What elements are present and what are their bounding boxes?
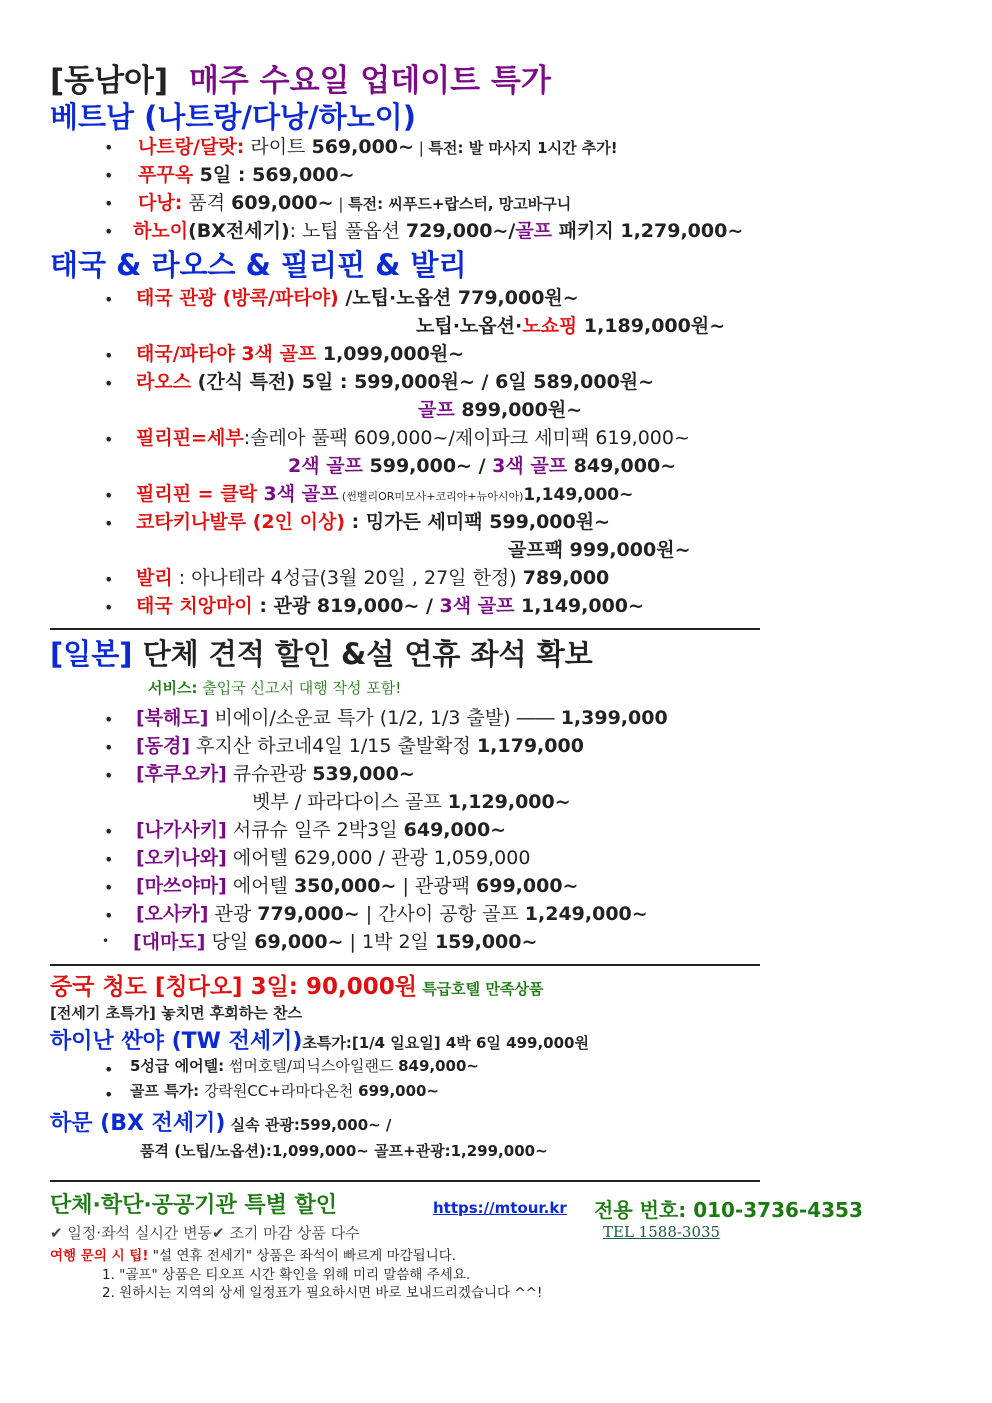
item-desc: 비에이/소운쿄 특가 (1/2, 1/3 출발) ―― — [208, 707, 561, 729]
sea-header-bracket: [동남아] — [50, 63, 169, 99]
bullet: • — [104, 766, 114, 785]
item-price: 699,000~ — [476, 875, 579, 897]
divider — [50, 964, 760, 966]
xiamen-title: 하문 (BX 전세기) — [50, 1111, 226, 1136]
japan-header — [50, 632, 593, 673]
item-name: 다낭: — [138, 192, 183, 214]
list-item — [130, 1055, 479, 1076]
item-name: 태국 관광 (방콕/파타야) — [136, 287, 339, 309]
item-price: 609,000~ — [231, 192, 334, 214]
qingdao-note: 특급호텔 만족상품 — [416, 980, 544, 998]
list-item — [136, 367, 654, 394]
item-price: 789,000 — [522, 567, 610, 589]
vietnam-title: 베트남 (나트랑/다낭/하노이) — [50, 100, 416, 134]
item-desc: 5일 : — [193, 164, 253, 186]
list-item — [136, 899, 648, 926]
item-name: 골프 특가: — [130, 1082, 200, 1100]
item-desc: : 아나테라 4성급(3월 20일 , 27일 한정) — [172, 567, 523, 589]
item-name: [마쓰야마] — [136, 875, 227, 897]
item-paren: (BX전세기) — [188, 220, 290, 242]
item-price: 539,000~ — [312, 763, 415, 785]
sea-header-title: 매주 수요일 업데이트 특가 — [188, 63, 551, 99]
list-item-continued — [288, 451, 676, 478]
bullet: • — [104, 290, 114, 309]
item-desc: /노팁·노옵션 779,000원~ — [338, 287, 579, 309]
bullet: • — [104, 430, 114, 449]
item-desc: 품격 — [182, 192, 232, 214]
item-price: 1,149,000~ — [523, 485, 634, 505]
bullet: • — [104, 346, 114, 365]
bullet: • — [102, 934, 110, 948]
item-desc: 벳부 / 파라다이스 골프 — [252, 791, 448, 813]
list-item — [136, 731, 584, 758]
bullet: • — [104, 738, 114, 757]
item-price: 569,000~ — [311, 136, 414, 158]
bullet: • — [104, 194, 114, 213]
item-price: 1,129,000~ — [447, 791, 571, 813]
list-item — [136, 479, 633, 506]
separator: | — [413, 139, 429, 157]
item-price: 649,000~ — [403, 819, 507, 841]
item-desc: 당일 — [205, 931, 255, 953]
group-discount-title: 단체·학단·공공기관 특별 할인 — [50, 1193, 338, 1218]
item-name: 필리핀=세부 — [136, 427, 244, 449]
japan-title: 단체 견적 할인 &설 연휴 좌석 확보 — [132, 637, 593, 671]
item-desc: 에어텔 629,000 / 관광 1,059,000 — [226, 847, 531, 869]
item-name: [오사카] — [136, 903, 209, 925]
item-price: 350,000~ — [293, 875, 397, 897]
qingdao-header — [50, 968, 543, 1001]
xiamen-line1: 실속 관광:599,000~ / — [225, 1116, 392, 1134]
list-item — [136, 339, 464, 366]
item-note: (썬벨리OR미모사+코리아+뉴아시아) — [338, 490, 524, 503]
japan-service — [148, 677, 401, 698]
item-price: 1,189,000원~ — [577, 315, 726, 337]
item-price: 779,000~ — [257, 903, 360, 925]
xiamen-line2: 품격 (노팁/노옵션):1,099,000~ 골프+관광:1,299,000~ — [140, 1142, 548, 1160]
separator: | — [333, 195, 349, 213]
item-name: 태국/파타야 3색 골프 — [136, 343, 317, 365]
item-name: 발리 — [136, 567, 173, 589]
item-note: 특전: 씨푸드+랍스터, 망고바구니 — [348, 195, 572, 213]
tip-line — [50, 1244, 456, 1264]
item-highlight: 노쇼핑 — [522, 315, 578, 337]
item-desc: 라이트 — [244, 136, 312, 158]
bullet: • — [104, 1060, 114, 1079]
golf-label: 3색 골프 — [492, 455, 568, 477]
checks-line: ✔ 일정·좌석 실시간 변동✔ 조기 마감 상품 다수 — [50, 1224, 360, 1242]
hainan-title: 하이난 싼야 (TW 전세기) — [50, 1029, 303, 1054]
item-price: 159,000~ — [434, 931, 538, 953]
tip-label: 여행 문의 시 팁! — [50, 1248, 149, 1264]
item-price: 1,179,000 — [476, 735, 584, 757]
xiamen-header — [50, 1106, 391, 1137]
list-item — [136, 703, 668, 730]
item-price: 1,249,000~ — [524, 903, 648, 925]
qingdao-title: 중국 청도 [칭다오] 3일: 90,000원 — [50, 974, 417, 1000]
item-desc: 큐슈관광 — [226, 763, 313, 785]
list-item — [136, 871, 578, 898]
list-item-continued: 골프팩 999,000원~ — [508, 539, 691, 561]
item-desc: 노팁·노옵션· — [416, 315, 523, 337]
hotline: 전용 번호: 010-3736-4353 — [594, 1198, 863, 1222]
divider — [50, 628, 760, 630]
bullet: • — [104, 374, 114, 393]
thai-title: 태국 & 라오스 & 필리핀 & 발리 — [50, 248, 467, 282]
bullet: • — [104, 822, 114, 841]
charter-note: [전세기 초특가] 놓치면 후회하는 찬스 — [50, 1004, 302, 1022]
note-item: 1. "골프" 상품은 티오프 시간 확인을 위해 미리 말씀해 주세요. — [102, 1267, 471, 1283]
item-extra-name: 골프 — [515, 220, 553, 242]
item-extra-price: 1,279,000~ — [620, 220, 744, 242]
item-name: 필리핀 = 클락 — [136, 483, 257, 505]
hainan-special: 초특가:[1/4 일요일] 4박 6일 499,000원 — [302, 1034, 589, 1052]
bullet: • — [104, 166, 114, 185]
bullet: • — [104, 710, 114, 729]
list-item — [138, 132, 618, 159]
item-price: 1,149,000~ — [514, 595, 644, 617]
bullet: • — [104, 850, 114, 869]
website-link[interactable]: https://mtour.kr — [433, 1199, 567, 1217]
item-name: [후쿠오카] — [136, 763, 227, 785]
item-name: 태국 치앙마이 — [136, 595, 253, 617]
tip-text: "설 연휴 전세기" 상품은 좌석이 빠르게 마감됩니다. — [148, 1248, 457, 1264]
item-name: 5성급 에어텔: — [130, 1057, 225, 1075]
bullet: • — [104, 138, 114, 157]
list-item — [133, 216, 743, 243]
list-item — [136, 423, 690, 450]
note-item: 2. 원하시는 지역의 상세 일정표가 필요하시면 바로 보내드리겠습니다 ^^! — [102, 1285, 543, 1301]
japan-bracket: [일본] — [50, 637, 133, 671]
item-desc: : 노팁 풀옵션 — [289, 220, 406, 242]
item-price: 569,000~ — [252, 164, 355, 186]
item-price: 1,399,000 — [560, 707, 668, 729]
item-desc: :솔레아 풀팩 609,000~/제이파크 세미팩 619,000~ — [243, 427, 690, 449]
item-name: 푸꾸옥 — [138, 164, 194, 186]
bullet: • — [104, 598, 114, 617]
item-extra-desc: 패키지 — [552, 220, 621, 242]
item-price: 699,000~ — [358, 1082, 440, 1100]
list-item — [136, 283, 579, 310]
item-desc: 후지산 하코네4일 1/15 출발확정 — [190, 735, 477, 757]
service-label: 서비스: — [148, 679, 198, 697]
golf-label: 골프 — [418, 399, 455, 421]
bullet: • — [104, 514, 114, 533]
item-desc: | 1박 2일 — [343, 931, 435, 953]
list-item — [138, 188, 571, 215]
list-item — [133, 927, 537, 954]
list-item — [136, 759, 415, 786]
item-price: 69,000~ — [254, 931, 344, 953]
bullet: • — [104, 222, 114, 241]
item-price: 849,000~ — [398, 1057, 479, 1075]
golf-label: 2색 골프 — [288, 455, 363, 477]
bullet: • — [104, 878, 114, 897]
bullet: • — [104, 570, 114, 589]
list-item — [130, 1080, 439, 1101]
item-name: 코타키나발루 (2인 이상) — [136, 511, 346, 533]
bullet: • — [104, 486, 114, 505]
golf-label: 3색 골프 — [439, 595, 515, 617]
list-item-continued — [416, 311, 725, 338]
sea-header — [50, 55, 551, 100]
item-note: 특전: 발 마사지 1시간 추가! — [428, 139, 618, 157]
item-name: [오키나와] — [136, 847, 227, 869]
item-name: 하노이 — [133, 220, 189, 242]
item-desc: 서큐슈 일주 2박3일 — [226, 819, 404, 841]
divider — [50, 1180, 760, 1182]
item-desc: 관광 — [208, 903, 258, 925]
item-price: 1,099,000원~ — [316, 343, 465, 365]
list-item — [138, 160, 355, 187]
list-item-continued — [252, 787, 571, 814]
hainan-header — [50, 1024, 589, 1055]
item-price: 599,000~ / — [362, 455, 493, 477]
item-name: [동경] — [136, 735, 191, 757]
service-text: 출입국 신고서 대행 작성 포함! — [197, 679, 402, 697]
item-desc: 썸머호텔/피닉스아일랜드 — [224, 1057, 399, 1075]
item-name: [나가사키] — [136, 819, 227, 841]
golf-label: 3색 골프 — [256, 483, 339, 505]
list-item — [136, 815, 506, 842]
item-desc: : 밍가든 세미팩 599,000원~ — [345, 511, 611, 533]
list-item — [136, 563, 609, 590]
tel-link[interactable]: TEL 1588-3035 — [603, 1223, 721, 1241]
bullet: • — [104, 906, 114, 925]
item-name: 나트랑/달랏: — [138, 136, 245, 158]
item-desc: (간식 특전) 5일 : 599,000원~ / 6일 589,000원~ — [191, 371, 655, 393]
item-name: 라오스 — [136, 371, 192, 393]
footer-header — [50, 1188, 337, 1219]
list-item-continued — [418, 395, 582, 422]
item-price: 849,000~ — [567, 455, 677, 477]
item-price: 899,000원~ — [454, 399, 583, 421]
list-item — [136, 591, 644, 618]
item-desc: 강락원CC+라마다온천 — [199, 1082, 359, 1100]
list-item — [136, 507, 610, 534]
item-name: [대마도] — [133, 931, 206, 953]
list-item — [136, 843, 530, 870]
item-name: [북해도] — [136, 707, 209, 729]
item-desc: | 관광팩 — [396, 875, 477, 897]
item-price: 729,000~/ — [405, 220, 516, 242]
item-desc: 에어텔 — [226, 875, 294, 897]
bullet: • — [104, 1085, 114, 1104]
item-desc: | 간사이 공항 골프 — [359, 903, 525, 925]
item-desc: : 관광 819,000~ / — [252, 595, 440, 617]
